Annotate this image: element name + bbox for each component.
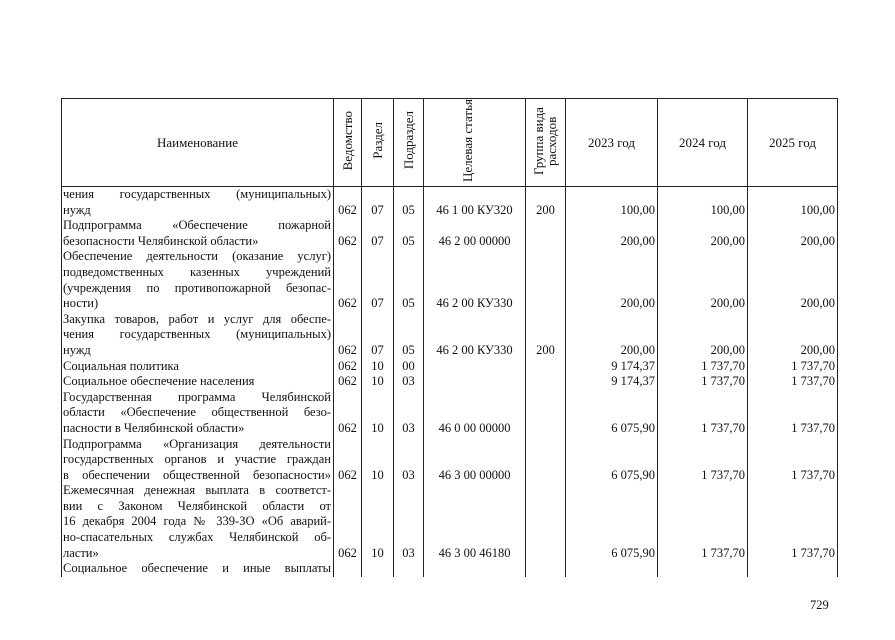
row-value-2024 [658, 561, 748, 577]
table-row [62, 483, 838, 561]
row-value-2023: 6 075,90 [566, 483, 658, 561]
row-podrazdel: 03 [394, 483, 424, 561]
row-razdel: 07 [362, 312, 394, 359]
row-value-2025: 1 737,70 [748, 437, 838, 484]
row-gruppa [526, 218, 566, 249]
row-name [62, 561, 334, 577]
row-podrazdel: 03 [394, 374, 424, 390]
row-razdel: 10 [362, 359, 394, 375]
row-name-line: области «Обеспечение общественной безо- [63, 405, 331, 420]
row-name-line: ности) [63, 296, 99, 311]
table-row [62, 218, 838, 249]
row-name [62, 218, 334, 249]
row-name-line: вии с Законом Челябинской области от [63, 498, 331, 513]
row-gruppa [526, 437, 566, 484]
row-name-line: Государственная программа Челябинской [63, 389, 331, 404]
row-value-2023: 100,00 [566, 187, 658, 219]
row-name-line: Социальная политика [63, 358, 179, 373]
row-name [62, 187, 334, 219]
row-gruppa [526, 359, 566, 375]
table-row [62, 561, 838, 577]
table-header-row [62, 99, 838, 187]
row-name-line: Подпрограмма «Обеспечение пожарной [63, 218, 331, 233]
row-value-2023 [566, 561, 658, 577]
row-podrazdel: 03 [394, 437, 424, 484]
row-name-line: 16 декабря 2004 года № 339-ЗО «Об аварий- [63, 514, 331, 529]
row-name-line: государственных органов и участие граждан [63, 452, 331, 467]
row-value-2024: 1 737,70 [658, 437, 748, 484]
row-gruppa: 200 [526, 312, 566, 359]
row-vedomstvo: 062 [334, 218, 362, 249]
row-value-2024: 1 737,70 [658, 374, 748, 390]
row-name [62, 483, 334, 561]
table-row [62, 374, 838, 390]
table-row [62, 312, 838, 359]
row-name-line: пасности в Челябинской области» [63, 420, 245, 435]
budget-table [61, 98, 838, 577]
row-value-2024: 100,00 [658, 187, 748, 219]
row-name [62, 374, 334, 390]
header-vedomstvo: Ведомство [334, 99, 362, 187]
row-value-2025: 1 737,70 [748, 359, 838, 375]
header-podrazdel: Подраздел [394, 99, 424, 187]
row-value-2024: 1 737,70 [658, 390, 748, 437]
row-celevaya-statya: 46 0 00 00000 [424, 390, 526, 437]
row-value-2023: 6 075,90 [566, 437, 658, 484]
row-value-2024: 1 737,70 [658, 359, 748, 375]
row-value-2025: 200,00 [748, 218, 838, 249]
row-podrazdel: 00 [394, 359, 424, 375]
row-razdel: 07 [362, 249, 394, 311]
row-value-2023: 6 075,90 [566, 390, 658, 437]
row-name-line: Социальное обеспечение населения [63, 374, 255, 389]
header-2023: 2023 год [566, 99, 658, 187]
row-vedomstvo: 062 [334, 249, 362, 311]
row-name-line: нужд [63, 202, 91, 217]
row-name [62, 437, 334, 484]
row-podrazdel: 05 [394, 218, 424, 249]
row-razdel: 10 [362, 374, 394, 390]
row-value-2024: 200,00 [658, 312, 748, 359]
row-value-2024: 200,00 [658, 218, 748, 249]
row-name-line: в обеспечении общественной безопасности» [63, 467, 331, 482]
row-gruppa [526, 483, 566, 561]
row-name [62, 249, 334, 311]
row-vedomstvo: 062 [334, 187, 362, 219]
row-gruppa [526, 561, 566, 577]
row-gruppa: 200 [526, 187, 566, 219]
row-name-line: чения государственных (муниципальных) [63, 187, 331, 202]
row-value-2025: 100,00 [748, 187, 838, 219]
row-celevaya-statya: 46 2 00 КУ330 [424, 312, 526, 359]
row-name-line: подведомственных казенных учреждений [63, 264, 331, 279]
row-razdel: 10 [362, 390, 394, 437]
row-value-2023: 200,00 [566, 249, 658, 311]
row-gruppa [526, 249, 566, 311]
row-razdel: 07 [362, 218, 394, 249]
row-name-line: но-спасательных службах Челябинской об- [63, 530, 331, 545]
header-razdel: Раздел [362, 99, 394, 187]
row-podrazdel: 05 [394, 249, 424, 311]
table-row [62, 390, 838, 437]
row-name [62, 390, 334, 437]
row-celevaya-statya: 46 2 00 КУ330 [424, 249, 526, 311]
row-celevaya-statya [424, 374, 526, 390]
table-row [62, 359, 838, 375]
header-2025: 2025 год [748, 99, 838, 187]
row-name [62, 312, 334, 359]
row-podrazdel: 05 [394, 312, 424, 359]
row-celevaya-statya: 46 3 00 46180 [424, 483, 526, 561]
row-vedomstvo: 062 [334, 312, 362, 359]
row-value-2025 [748, 561, 838, 577]
row-name [62, 359, 334, 375]
header-2024: 2024 год [658, 99, 748, 187]
row-razdel: 07 [362, 187, 394, 219]
row-gruppa [526, 390, 566, 437]
header-name: Наименование [62, 99, 334, 187]
header-gruppa-vida-rashodov: Группа вида расходов [526, 99, 566, 187]
row-value-2025: 1 737,70 [748, 390, 838, 437]
row-name-line: Закупка товаров, работ и услуг для обеспе- [63, 311, 331, 326]
row-celevaya-statya: 46 2 00 00000 [424, 218, 526, 249]
row-vedomstvo: 062 [334, 483, 362, 561]
row-vedomstvo: 062 [334, 437, 362, 484]
row-podrazdel [394, 561, 424, 577]
table-row [62, 249, 838, 311]
row-value-2023: 9 174,37 [566, 359, 658, 375]
row-celevaya-statya [424, 561, 526, 577]
row-value-2025: 200,00 [748, 312, 838, 359]
row-name-line: безопасности Челябинской области» [63, 233, 259, 248]
row-name-line: (учреждения по противопожарной безопас- [63, 280, 331, 295]
row-value-2025: 1 737,70 [748, 483, 838, 561]
row-podrazdel: 03 [394, 390, 424, 437]
row-name-line: Социальное обеспечение и иные выплаты [63, 561, 331, 576]
row-name-line: Ежемесячная денежная выплата в соответст- [63, 483, 331, 498]
row-value-2025: 1 737,70 [748, 374, 838, 390]
page-number: 729 [810, 598, 829, 612]
row-vedomstvo: 062 [334, 390, 362, 437]
row-podrazdel: 05 [394, 187, 424, 219]
row-value-2024: 1 737,70 [658, 483, 748, 561]
row-value-2024: 200,00 [658, 249, 748, 311]
row-razdel [362, 561, 394, 577]
row-name-line: нужд [63, 342, 91, 357]
row-celevaya-statya: 46 3 00 00000 [424, 437, 526, 484]
row-name-line: Подпрограмма «Организация деятельности [63, 436, 331, 451]
row-name-line: Обеспечение деятельности (оказание услуг) [63, 249, 331, 264]
row-vedomstvo [334, 561, 362, 577]
row-value-2023: 200,00 [566, 312, 658, 359]
row-razdel: 10 [362, 483, 394, 561]
row-celevaya-statya [424, 359, 526, 375]
row-vedomstvo: 062 [334, 374, 362, 390]
row-gruppa [526, 374, 566, 390]
table-row [62, 437, 838, 484]
row-razdel: 10 [362, 437, 394, 484]
row-celevaya-statya: 46 1 00 КУ320 [424, 187, 526, 219]
row-value-2023: 9 174,37 [566, 374, 658, 390]
table-row [62, 187, 838, 219]
row-name-line: чения государственных (муниципальных) [63, 327, 331, 342]
row-value-2025: 200,00 [748, 249, 838, 311]
row-name-line: ласти» [63, 545, 99, 560]
header-celevaya-statya: Целевая статья [424, 99, 526, 187]
row-value-2023: 200,00 [566, 218, 658, 249]
row-vedomstvo: 062 [334, 359, 362, 375]
